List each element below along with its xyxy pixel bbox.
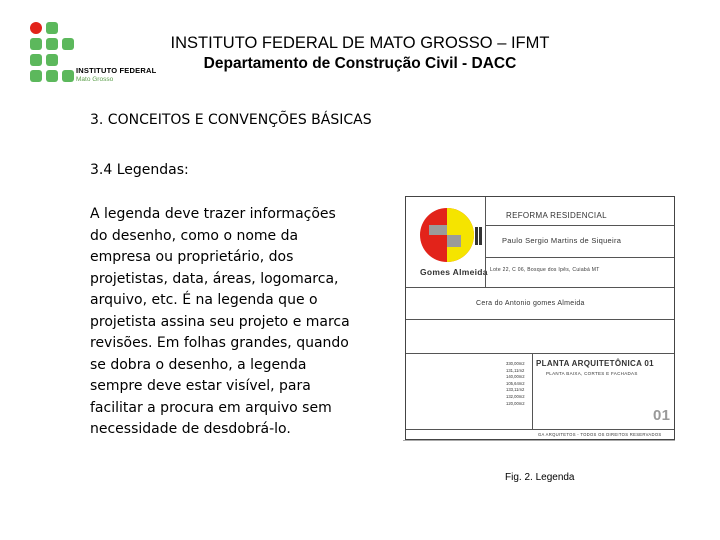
legend-divider (406, 287, 674, 288)
logo-square (62, 70, 74, 82)
logo-square (46, 38, 58, 50)
area-values: 330,00m2 131,11m2 140,00m2 105,64m2 133,11m2 132,00m2 120,00m2 (506, 361, 525, 406)
proprietario-value: Paulo Sergio Martins de Siqueira (502, 236, 622, 245)
legend-divider (485, 257, 674, 258)
logo-square (46, 22, 58, 34)
legend-footer: GA ARQUITETOS - TODOS OS DIREITOS RESERVADOS (538, 432, 662, 437)
legend-figure (403, 196, 675, 442)
legend-divider (485, 197, 486, 287)
logo-square (46, 54, 58, 66)
section-title: 3. CONCEITOS E CONVENÇÕES BÁSICAS (90, 112, 372, 128)
prancha-title: PLANTA ARQUITETÔNICA 01 (536, 359, 654, 368)
company-name: Gomes Almeida (420, 267, 488, 277)
figure-caption: Fig. 2. Legenda (505, 472, 575, 483)
logo-square (30, 54, 42, 66)
logo-red-dot (30, 22, 42, 34)
body-paragraph: A legenda deve trazer informações do desenho, como o nome da empresa ou proprietário, dos projetistas, data, áreas, logomarca, arquivo, etc. É na legenda que o projetista assina seu projeto e marca revisões. Em folhas grandes, quando se dobra o desenho, a legenda sempre deve estar visível, para facilitar a procura em arquivo sem necessidade de desdobrá-lo. (90, 206, 350, 437)
logo-campus-text: Mato Grosso (76, 76, 114, 83)
logo-square (46, 70, 58, 82)
legend-divider (406, 429, 674, 430)
obra-value: REFORMA RESIDENCIAL (506, 211, 607, 220)
autor-value: Cera do Antonio gomes Almeida (476, 300, 585, 307)
logo-institution-text: INSTITUTO FEDERAL (76, 66, 157, 75)
header-department: Departamento de Construção Civil - DACC (203, 55, 517, 72)
logo-square (30, 70, 42, 82)
logo-square (30, 38, 42, 50)
company-logo-icon (413, 205, 483, 265)
legend-bottom-rule (403, 440, 675, 441)
header-institution: INSTITUTO FEDERAL DE MATO GROSSO – IFMT (170, 34, 550, 52)
legend-divider (485, 225, 674, 226)
legend-frame (405, 196, 675, 440)
sheet-number: 01 (653, 407, 671, 424)
logo-square (62, 38, 74, 50)
legend-divider (406, 353, 674, 354)
local-value: Lote 22, C 06, Bosque dos Ipês, Cuiabá MT (490, 267, 600, 273)
subsection-title: 3.4 Legendas: (90, 162, 189, 178)
prancha-subtitle: PLANTA BAIXA, CORTES E FACHADAS (546, 371, 638, 376)
legend-divider (532, 353, 533, 429)
legend-divider (406, 319, 674, 320)
